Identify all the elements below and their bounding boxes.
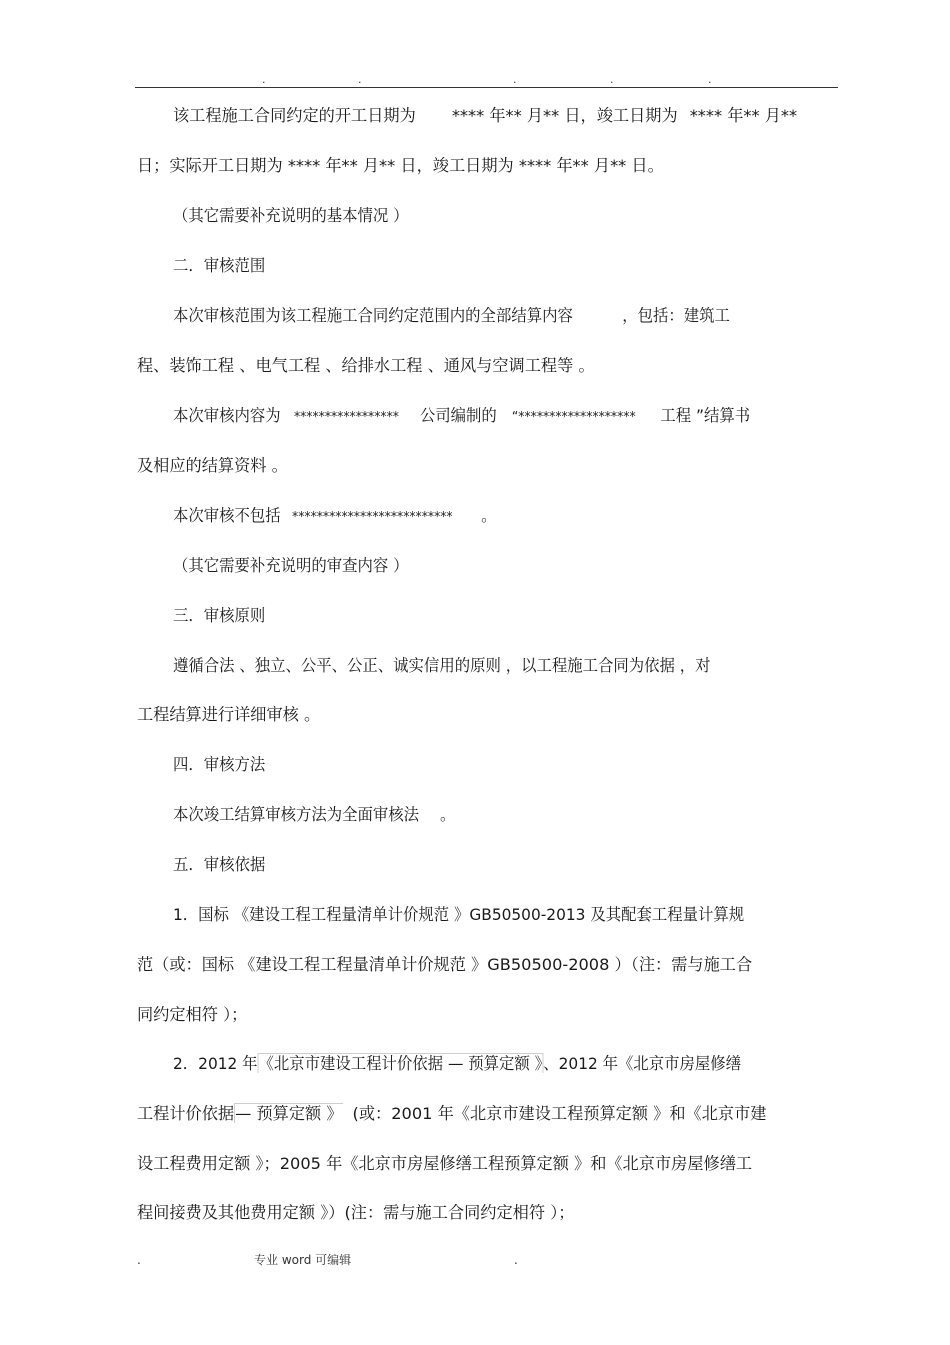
text-span: 。 [439,805,456,824]
text-span: 工程 ”结算书 [660,406,751,425]
header-dot: . [513,73,517,86]
text-span: 。 [481,506,497,525]
header-dot: . [262,73,266,86]
header-dot: . [708,73,712,86]
paragraph-line: 工程结算进行详细审核 。 [137,705,321,724]
paragraph-line: 日；实际开工日期为 **** 年** 月** 日，竣工日期为 **** 年** 月** 日。 [137,156,664,175]
text-span: 公司编制的 [419,406,497,425]
paragraph-line: 遵循合法 、独立、公平、公正、诚实信用的原则 ，以工程施工合同为依据 ，对 [173,656,711,675]
footer-text: 专业 word 可编辑 [254,1253,352,1267]
list-item-line [173,1052,838,1076]
footer-dot: . [514,1253,518,1267]
text-span: 本次审核内容为 [173,406,281,425]
header-dot: . [358,73,362,86]
header-rule [135,87,838,88]
paragraph-line [173,504,838,528]
note-line: （其它需要补充说明的审查内容 ） [173,556,409,575]
paragraph-line [173,803,838,827]
text-span: 工程计价依据 [137,1104,235,1123]
highlight-box: 《北京市建设工程计价依据 — 预算定额 》 [258,1054,543,1073]
text-span: **** 年** 月** [689,106,798,125]
highlight-box: — 预算定额 》 [235,1104,343,1123]
section-heading: 二．审核范围 [173,256,266,275]
text-span: 本次竣工结算审核方法为全面审核法 [173,805,420,824]
text-span: 本次审核范围为该工程施工合同约定范围内的全部结算内容 [173,306,573,325]
text-span: 该工程施工合同约定的开工日期为 [173,106,416,125]
text-span: 2．2012 年 [173,1054,258,1073]
section-heading: 五．审核依据 [173,855,266,874]
paragraph-line: 及相应的结算资料 。 [137,456,288,475]
list-item-line: 范（或：国标 《建设工程工程量清单计价规范 》GB50500-2008 ）（注：需与施工合 [137,955,753,974]
list-item-line: 设工程费用定额 》；2005 年《北京市房屋修缮工程预算定额 》和《北京市房屋修缮工 [137,1154,753,1173]
header-dot: . [610,73,614,86]
note-line: （其它需要补充说明的基本情况 ） [173,206,409,225]
text-span: 本次审核不包括 [173,506,281,525]
text-span: **** 年** 月** 日，竣工日期为 [451,106,678,125]
paragraph-line [173,404,838,428]
paragraph-line [173,104,837,128]
list-item-line: 1．国标 《建设工程工程量清单计价规范 》GB50500-2013 及其配套工程量计算规 [173,905,745,924]
text-span: “******************* [511,410,636,425]
footer-dot: . [137,1253,141,1267]
section-heading: 三．审核原则 [173,606,266,625]
list-item-line [137,1102,837,1126]
list-item-line: 程间接费及其他费用定额 》）(注：需与施工合同约定相符 ）； [137,1203,575,1222]
text-span: ************************** [292,510,453,525]
paragraph-line: 程、装饰工程 、电气工程 、给排水工程 、通风与空调工程等 。 [137,356,595,375]
section-heading: 四．审核方法 [173,755,266,774]
text-span: 、2012 年《北京市房屋修缮 [543,1054,742,1073]
text-span: ，包括：建筑工 [622,306,730,325]
paragraph-line [173,304,838,328]
list-item-line: 同约定相符 ）； [137,1005,248,1024]
text-span: ***************** [293,410,399,425]
text-span: (或：2001 年《北京市建设工程预算定额 》和《北京市建 [352,1104,767,1123]
